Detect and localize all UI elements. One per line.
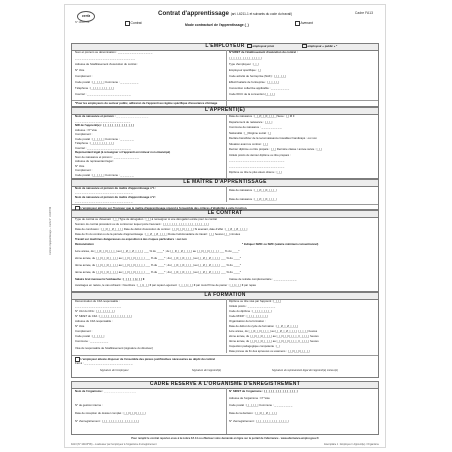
salaire-field[interactable]: Salaire brut mensuel à l'embauche : |_|_|_|_|_|,|_|_| € [75, 277, 145, 281]
mode-contrat-option[interactable]: Contrat [125, 21, 131, 26]
maitre-field[interactable]: _ _ _ _ _ _ _ _ _ _ _ _ _ _ _ _ _ _ _ _ _ _ _ _ _ [75, 199, 133, 203]
formation-field[interactable]: Code postal : |_|_|_|_|_| [75, 334, 105, 338]
checkbox-icon[interactable] [125, 21, 130, 26]
employeur-field[interactable]: Courriel : _ _ _ _ _ _ _ _ _ _ _ _ _ _ _ _ _ _ _ [75, 92, 131, 96]
apprenti-field[interactable]: _ _ _ _ _ _ _ _ _ _ _ _ _ _ _ _ _ _ _ _ _ _ _ _ [75, 118, 131, 123]
apprenti-field[interactable]: Déclare bénéficier de la reconnaissance travailleur handicapé : oui non [229, 136, 317, 140]
maitre-field[interactable]: Date de naissance : |_|_|/|_|_|/|_|_|_|_| [229, 197, 277, 201]
side-vertical-text: Contrat d'apprentissage – Cerfa N° 10103*06 [49, 206, 52, 255]
apprenti-field[interactable]: Département de naissance : |_|_|_| [229, 119, 273, 124]
reserve-field[interactable]: Adresse de l'organisme : N° Voie [229, 396, 270, 400]
employeur-field[interactable]: |_|_|_|_|_|_|_|_|_|_|_|_|_|_| [229, 56, 262, 60]
formation-field[interactable]: 3ème année, du |_|_|/|_|_|/|_|_|_|_| au |_|_|/|_|_|/|_|_|_|_| |_|_|_|_| heures [229, 339, 319, 343]
employeur-field[interactable]: Effectif salarié de l'entreprise : |_|_|_|_|_| [229, 80, 280, 84]
maitre-field[interactable]: _ _ _ _ _ _ _ _ _ _ _ _ _ _ _ _ _ _ _ _ _ _ _ _ _ [75, 190, 133, 194]
formation-field[interactable]: Adresse du CFA responsable : [75, 319, 113, 323]
formation-field[interactable]: Code RNCP : |_|_|_|_|_|_|_|_|_| [229, 314, 268, 318]
employeur-field[interactable]: Nom et prénom ou dénomination : _ _ _ _ _ _ _ _ _ _ _ _ _ _ _ [75, 50, 153, 54]
apprenti-field[interactable]: Complément : [75, 132, 93, 136]
employeur-field[interactable]: _ _ _ _ _ _ _ _ _ _ _ _ _ _ _ _ _ _ _ _ _ _ _ _ _ _ [75, 56, 135, 60]
employeur-field[interactable]: Employeur spécifique : |_| [229, 68, 262, 72]
contrat-field[interactable]: Date de conclusion : |_|_|/|_|_|/|_|_|_|_| Date de début d'exécution du contrat : |_|_|/|_|_|/|_|_|_|_| Si avenant, date d'effet : |_|_|/|_|_|/|_|_|_|_| [75, 227, 248, 231]
mode-avenant-option[interactable]: Avenant [295, 21, 301, 26]
title-reference: (art. L6211-1 et suivants du code du travail) [230, 12, 292, 16]
signature-apprenti[interactable]: Signature de l'apprenti(e) [192, 369, 222, 372]
signature-representant[interactable]: Signature du représentant légal de l'apprenti(e) mineur(e) [272, 369, 338, 372]
formation-section [71, 292, 379, 378]
formation-field[interactable]: Dénomination du CFA responsable : [75, 299, 120, 303]
formation-field[interactable]: 2ème année, du |_|_|/|_|_|/|_|_|_|_| au |_|_|/|_|_|/|_|_|_|_| |_|_|_|_| heures [229, 334, 319, 338]
reserve-field[interactable]: N° de gestion interne : [75, 403, 103, 407]
cadre-label: Cadre FA13 [354, 11, 373, 15]
reserve-field[interactable]: Date de réception du dossier complet : |_|_|/|_|_|/|_|_|_|_| [75, 411, 146, 415]
apprenti-field[interactable]: _ _ _ _ _ _ _ _ _ _ _ _ _ _ _ _ _ _ _ _ _ _ _ _ [229, 158, 285, 162]
formation-field[interactable]: Inspection pédagogique compétente : |_| [229, 344, 280, 348]
reserve-field[interactable]: Nom de l'organisme : _ _ _ _ _ _ _ _ _ _ _ _ _ _ [75, 389, 136, 393]
remuneration-row[interactable]: 4ème année, du |_|_|/|_|_|/|_|_|_|_| au |_|_|/|_|_|/|_|_|_|_| ___ % du ____* ; du |_|_|/|_|_|/|_|_|_|_| au |_|_|/|_|_|/|_|_|_|_| ___ % du ____* [75, 270, 241, 274]
apprenti-field[interactable]: Nom de naissance et prénom : _ _ _ _ _ _ _ _ _ _ _ _ _ _ [75, 114, 149, 118]
formation-field[interactable]: Complément : [75, 329, 93, 333]
remuneration-label: Rémunération [75, 242, 94, 246]
maitre-attest-checkbox[interactable]: L'employeur atteste sur l'honneur que le maître d'apprentissage répond à l'ensemble des critères d'éligibilité à cette fonction. [75, 206, 247, 211]
formation-field[interactable]: N° Voie [75, 324, 85, 328]
contrat-field[interactable]: Date de fin du contrat ou de la période d'apprentissage : |_|_|/|_|_|/|_|_|_|_| Durée hebdomadaire du travail : |_|_| heures |_|_| minutes [75, 232, 241, 236]
formation-field[interactable]: N° UAI du CFA : |_|_|_|_|_|_|_|_| [75, 309, 115, 313]
apprenti-field: Représentant légal (à renseigner si l'apprenti est mineur non émancipé) [75, 150, 171, 154]
apprenti-field[interactable]: Adresse du représentant légal : [75, 159, 114, 163]
employeur-field[interactable]: N°SIRET de l'établissement d'exécution du contrat : [229, 50, 298, 54]
apprenti-field[interactable]: Diplôme ou titre le plus élevé obtenu : |_|_| [229, 170, 282, 174]
formation-field[interactable]: Date de début du cycle de formation : |_|_|/|_|_|/|_|_|_|_| [229, 324, 299, 328]
maitre-field[interactable]: Nom de naissance et prénom du maître d'apprentissage n°1 : [75, 186, 157, 190]
remuneration-row[interactable]: 2ème année, du |_|_|/|_|_|/|_|_|_|_| au |_|_|/|_|_|/|_|_|_|_| ___ % du ____* ; du |_|_|/|_|_|/|_|_|_|_| au |_|_|/|_|_|/|_|_|_|_| ___ % du ____* [75, 256, 241, 260]
mode-label: Mode contractuel de l'apprentissage (_) [185, 23, 249, 27]
apprenti-field[interactable]: Situation avant ce contrat : |_|_| [229, 141, 269, 146]
formation-field[interactable]: Code du diplôme : |_|_|_|_|_|_|_|_| [229, 309, 272, 313]
contrat-field[interactable]: Numéro du contrat précédent ou du contrat sur lequel porte l'avenant : |_|_|_|_|_|_|_|_|_|_|_|_|_|_|_|_|_|_|_|_| [75, 222, 210, 226]
maitre-field[interactable]: Date de naissance : |_|_|/|_|_|/|_|_|_|_| [229, 188, 277, 192]
employeur-prive-option[interactable]: employeur privé [247, 44, 274, 49]
apprenti-field[interactable]: NIR de l'apprenti(e) : |_|_|_|_|_|_|_|_|_|_|_|_|_| [75, 123, 135, 127]
remuneration-row[interactable]: 1ère année, du |_|_|/|_|_|/|_|_|_|_| au |_|_|/|_|_|/|_|_|_|_| ___ % du ____* ; du |_|_|/|_|_|/|_|_|_|_| au |_|_|/|_|_|/|_|_|_|_| ___ % du ____* [75, 249, 240, 253]
contrat-band: LE CONTRAT [72, 211, 378, 218]
cerfa-logo: cerfa [77, 11, 95, 22]
avantages-field[interactable]: Avantages en nature, le cas échéant : Nourriture : |_|_|,|_|_| € par repas Logement : |_|_|_|,|_|_| € par mois Prime de panier : |_|_|,|_|_| € par repas [75, 283, 256, 287]
employeur-field[interactable]: N° Voie [75, 68, 85, 72]
apprenti-field[interactable]: Complément : [75, 168, 93, 172]
reserve-field[interactable]: Code postal : |_|_|_|_|_| Commune : _ _ _ _ _ _ _ _ [229, 403, 293, 407]
apprenti-field[interactable]: Nom de naissance et prénom : _ _ _ _ _ _ _ _ _ _ _ [75, 154, 139, 159]
apprenti-field[interactable]: Code postal : |_|_|_|_|_| Commune : _ _ _ _ _ _ [75, 136, 134, 141]
maitre-section [71, 179, 379, 210]
employeur-field[interactable]: Code IDCC de la convention |_|_|_|_| [229, 92, 276, 96]
apprenti-field[interactable]: Intitulé précis du dernier diplôme ou titre préparé : [229, 152, 291, 157]
formation-field[interactable]: Diplôme ou titre visé par l'apprenti : |_|_|_| [229, 299, 282, 303]
fait-a-field[interactable]: Fait à : _ _ _ _ _ _ _ _ _ _ _ _ _ _ _ _ _ _ _ _ _ [75, 361, 133, 365]
employeur-public-option[interactable]: employeur « public » * [302, 44, 337, 49]
apprenti-field[interactable]: N° Voie [75, 163, 85, 168]
apprenti-field[interactable]: Nationalité : |_| Régime social : |_| [229, 130, 272, 135]
employeur-footnote: *Pour les employeurs du secteur public, adhésion de l'apprenti au régime spécifique d'assurance chômage [75, 101, 218, 105]
employeur-field[interactable]: Convention collective applicable : _ _ _ _ _ _ _ _ [229, 86, 290, 90]
employeur-field[interactable]: Code activité de l'entreprise (NAF) : |_|_|_|_|_| [229, 74, 287, 78]
formation-field[interactable]: N° SIRET du CFA : |_|_|_|_|_|_|_|_|_|_|_|_|_|_| [75, 314, 133, 318]
employeur-section [71, 43, 379, 107]
formation-band: LA FORMATION [72, 293, 378, 300]
checkbox-icon[interactable] [295, 21, 300, 26]
reserve-field[interactable]: Date de la décision : |_|_|/|_|_|/|_|_|_|_| [229, 411, 278, 415]
remuneration-note: * Indiquer SMIC ou SMC (salaire minimum conventionnel) [242, 242, 319, 246]
reserve-band: CADRE RESERVE A L'ORGANISME D'ENREGISTREMENT [72, 382, 378, 389]
formation-field[interactable]: Date prévue de fin des épreuves ou examens : |_|_|/|_|_|/|_|_|_|_| [229, 349, 310, 353]
apprenti-field[interactable]: _ _ _ _ _ _ _ _ _ _ _ _ _ _ _ _ _ _ _ _ _ _ _ _ [229, 163, 285, 168]
maitre-band: LE MAÎTRE D'APPRENTISSAGE [72, 180, 378, 187]
footer-right: Exemplaire 1 : Employeur / Apprenti(e) / Organisme [324, 443, 379, 446]
document-title: Contrat d'apprentissage (art. L6211-1 et suivants du code du travail) [158, 10, 292, 17]
formation-field[interactable]: _ _ _ _ _ _ _ _ _ _ _ _ _ _ _ _ _ _ _ _ [75, 304, 121, 308]
employeur-field[interactable]: Téléphone : |_|_|_|_|_|_|_|_|_|_| [75, 86, 115, 90]
apprenti-field[interactable]: Commune de naissance : _ _ _ _ _ _ _ _ _ [229, 125, 282, 129]
formation-field[interactable]: Commune : _ _ _ _ _ _ _ _ [75, 339, 109, 343]
employeur-band: L'EMPLOYEUR [72, 44, 378, 51]
contract-form-sheet [49, 4, 386, 448]
reserve-field[interactable]: N° SIRET de l'organisme : |_|_|_|_|_|_|_|_|_|_|_|_|_|_| [229, 389, 298, 393]
employeur-field[interactable]: Adresse de l'établissement d'exécution du contrat : [75, 62, 138, 66]
reserve-section [71, 381, 379, 435]
formation-field: Visa du responsable de l'établissement (signature du directeur) [75, 346, 154, 350]
apprenti-field[interactable]: Dernier diplôme ou titre préparé : |_|_| Dernière classe / année suivie : |_|_| [229, 147, 322, 151]
employeur-field[interactable]: Code postal : |_|_|_|_|_| Commune : _ _ _ _ _ _ _ _ [75, 80, 139, 84]
apprenti-field[interactable]: Date de naissance : |_|_|/|_|_|/|_|_|_|_| Sexe : |_| M F [229, 114, 295, 118]
cerfa-number: N° 10103*06 [75, 21, 90, 24]
signature-employeur[interactable]: Signature de l'employeur [100, 369, 129, 372]
reserve-field[interactable]: N° d'enregistrement : |_|_|_|_|_|_|_|_|_|_|_|_|_|_|_|_| [75, 419, 140, 423]
formation-attest-checkbox[interactable]: L'employeur atteste disposer de l'ensemble des pièces justificatives nécessaires au dépôt du contrat [75, 357, 215, 362]
maitre-field[interactable]: Nom de naissance et prénom du maître d'apprentissage n°2 : [75, 195, 157, 199]
employeur-field[interactable]: Complément : [75, 74, 93, 78]
apprenti-section [71, 107, 379, 179]
reserve-field[interactable]: N° d'enregistrement : |_|_|_|_|_|_|_|_|_|_|_|_|_|_| [229, 419, 289, 423]
contrat-field[interactable]: Travail sur machines dangereuses ou exposition à des risques particuliers : oui non [75, 237, 187, 241]
formation-field[interactable]: Intitulé précis : _ _ _ _ _ _ _ _ _ _ _ _ [229, 304, 276, 308]
employeur-field[interactable]: Type d'employeur : |_|_| [229, 62, 259, 66]
apprenti-field[interactable]: Téléphone : |_|_|_|_|_|_|_|_|_|_| [75, 141, 115, 145]
mode-row [65, 19, 385, 29]
contrat-section [71, 210, 379, 292]
formation-field[interactable]: Organisation de la formation : [229, 319, 266, 323]
remuneration-row[interactable]: 3ème année, du |_|_|/|_|_|/|_|_|_|_| au |_|_|/|_|_|/|_|_|_|_| ___ % du ____* ; du |_|_|/|_|_|/|_|_|_|_| au |_|_|/|_|_|/|_|_|_|_| ___ % du ____* [75, 263, 241, 267]
contrat-field[interactable]: Type de contrat ou d'avenant : |_|_| Type de dérogation : |_|_| à renseigner si une dérogation existe pour ce contrat [75, 217, 217, 221]
formation-field[interactable]: 1ère année, du |_|_|/|_|_|/|_|_|_|_| au |_|_|/|_|_|/|_|_|_|_| |_|_|_|_| heures [229, 329, 318, 333]
apprenti-field[interactable]: Adresse : N° Voie [75, 127, 97, 132]
footer-note: Pour remplir le contrat reportez-vous à la notice FA 14 ou effectuez votre demande en ligne sur le portail de l'alternance - www.alternance.emploi.gouv.fr [131, 437, 319, 440]
caisse-field[interactable]: Caisse de retraite complémentaire : _ _ _ _ _ _ _ _ _ _ [229, 277, 297, 281]
apprenti-field[interactable]: Courriel : _ _ _ _ _ _ _ _ _ _ _ _ _ _ _ _ _ _ _ [75, 145, 131, 150]
footer-row [71, 443, 379, 447]
footer-left: FA13 (N° 10103*06) – à adresser par l'employeur à l'organisme d'enregistrement [71, 443, 157, 446]
apprenti-field[interactable]: Code postal : |_|_|_|_|_| Commune : _ _ _ _ _ _ [75, 172, 134, 177]
apprenti-band: L'APPRENTI(E) [72, 108, 378, 115]
